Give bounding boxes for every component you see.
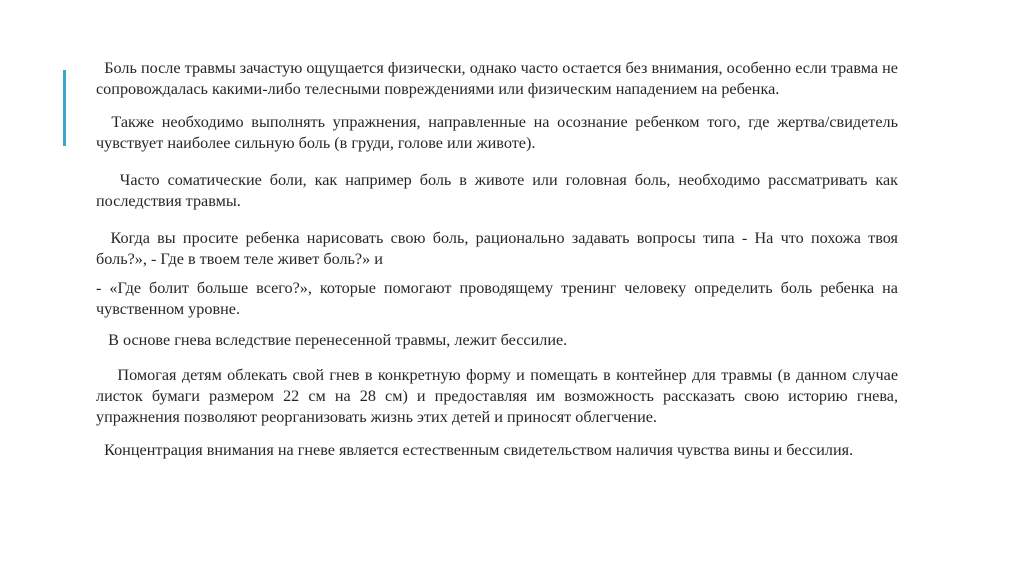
- accent-bar: [63, 70, 66, 146]
- paragraph-somatic-pain: Часто соматические боли, как например боль в животе или головная боль, необходимо рассматривать как последствия травмы.: [96, 171, 898, 210]
- paragraph-exercises-awareness: Также необходимо выполнять упражнения, направленные на осознание ребенком того, где жертва/свидетель чувствует наиболее сильную боль (в груди, голове или животе).: [96, 113, 898, 152]
- paragraph-anger-container: Помогая детям облекать свой гнев в конкретную форму и помещать в контейнер для травмы (в данном случае листок бумаги размером 22 см на 28 см) и предоставляя им возможность рассказать свою историю гнева, упражнения позволяют реорганизовать жизнь этих детей и приносят облегчение.: [96, 366, 898, 426]
- paragraph-pain-after-trauma: Боль после травмы зачастую ощущается физически, однако часто остается без внимания, особенно если травма не сопровождалась какими-либо телесными повреждениями или физическим нападением на ребенка.: [96, 59, 898, 98]
- paragraph-anger-concentration: Концентрация внимания на гневе является естественным свидетельством наличия чувства вины и бессилия.: [96, 441, 854, 459]
- paragraph-where-hurts-most: - «Где болит больше всего?», которые помогают проводящему тренинг человеку определить боль ребенка на чувственном уровне.: [96, 279, 898, 318]
- slide-body: [96, 58, 898, 469]
- paragraph-draw-pain-questions: Когда вы просите ребенка нарисовать свою боль, рационально задавать вопросы типа - На что похожа твоя боль?», - Где в твоем теле живет боль?» и: [96, 229, 898, 268]
- paragraph-anger-basis: В основе гнева вследствие перенесенной травмы, лежит бессилие.: [96, 331, 568, 349]
